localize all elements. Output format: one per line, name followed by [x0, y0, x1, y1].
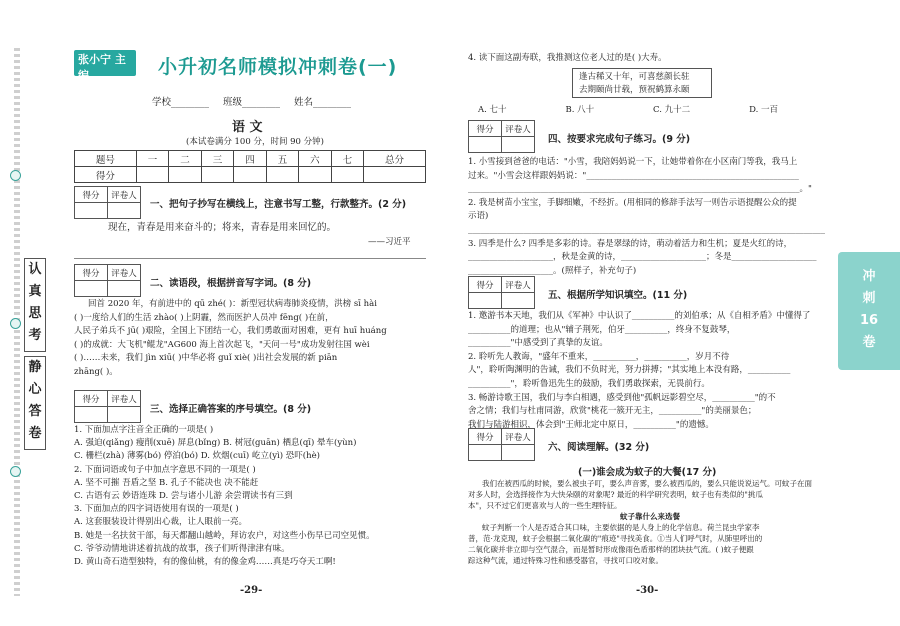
score-cell[interactable] — [201, 167, 233, 183]
grader-score-label: 得分 — [469, 429, 502, 445]
score-header: 五 — [266, 151, 298, 167]
pinyin-passage — [74, 298, 430, 379]
option-b[interactable]: B. 八十 — [565, 105, 595, 115]
fill-line[interactable]: __________的道理；也从"辅子荆死，伯牙__________，终身不复鼓琴， — [468, 324, 736, 335]
grader-score-cell[interactable] — [75, 203, 108, 219]
grader-reviewer-label: 评卷人 — [108, 265, 141, 281]
grader-reviewer-label: 评卷人 — [502, 429, 535, 445]
score-header: 六 — [299, 151, 331, 167]
passage-line: zhāng( )。 — [74, 366, 118, 377]
score-cell[interactable] — [136, 167, 168, 183]
grader-score-cell[interactable] — [75, 407, 108, 423]
section-tab — [838, 252, 900, 370]
section-4-title: 四、按要求完成句子练习。(9 分) — [548, 134, 691, 145]
grader-score-cell[interactable] — [469, 293, 502, 309]
section-2-title: 二、读语段，根据拼音写字词。(8 分) — [150, 278, 312, 289]
couplet-line: 去期颐尚廿载，预祝鹤算永颐 — [579, 85, 690, 95]
class-field[interactable]: 班级________ — [223, 97, 281, 108]
score-label: 得分 — [75, 167, 137, 183]
binding-hole-3 — [10, 466, 21, 477]
section-1-title: 一、把句子抄写在横线上，注意书写工整，行款整齐。(2 分) — [150, 199, 407, 210]
passage-line: ( )一度给人们的生活 zhào( )上阴霾，然而医护人员冲 fēng( )在前， — [74, 312, 334, 323]
score-header: 题号 — [75, 151, 137, 167]
exercise-line[interactable]: ______________________________________________________________________________。" — [468, 184, 812, 195]
grader-box — [468, 276, 535, 309]
score-cell[interactable] — [234, 167, 266, 183]
copy-line[interactable] — [74, 258, 426, 259]
option-row[interactable]: C. 栅栏(zhà) 薄雾(bó) 停泊(bó) D. 炊烟(cuī) 屹立(yì) 恐吓(hè) — [74, 451, 320, 462]
question-2: 2. 下面词语或句子中加点字意思不同的一项是( ) — [74, 464, 256, 475]
sentence-exercises — [468, 156, 832, 278]
exam-title: 小升初名师模拟冲刺卷(一) — [158, 56, 398, 78]
quote-author: ——习近平 — [368, 237, 411, 247]
choice-questions — [74, 424, 434, 569]
option-row[interactable]: A. 强迫(qiǎng) 瘦削(xuē) 屏息(bǐng) B. 树冠(guān) 栖息(qī) 晕车(yùn) — [74, 438, 357, 449]
question-3: 3. 下面加点的四字词语使用有误的一项是( ) — [74, 504, 239, 515]
question-4: 4. 读下面这副寿联，我推测这位老人过的是( )大寿。 — [468, 53, 667, 63]
passage-line: 对多人时，会选择接作为大快朵颐的对象呢? 最近的科学研究表明，蚊子也有类似的"挑瓜 — [468, 490, 763, 499]
score-table-score-row — [75, 167, 426, 183]
subject-title: 语 文 — [232, 120, 263, 135]
grader-score-label: 得分 — [469, 277, 502, 293]
reading-passage — [468, 478, 832, 566]
exercise-line: 示语) — [468, 211, 489, 222]
option-a[interactable]: A. 七十 — [478, 105, 507, 115]
grader-reviewer-cell[interactable] — [502, 445, 535, 461]
option-row[interactable]: B. 她是一名扶贫干部，每天都翻山越岭，拜访农户，对这些小伤早已司空见惯。 — [74, 530, 375, 541]
passage-line: ( )……未来，我们 jìn xiū( )中华必将 guǐ xiè( )出社会发展的新 piān — [74, 353, 338, 363]
grader-score-cell[interactable] — [75, 281, 108, 297]
passage-line: 回首 2020 年，有前进中的 qū zhé( )：新型冠状病毒肺炎疫情，洪榜 sī hài — [88, 299, 377, 309]
section-3-title: 三、选择正确答案的序号填空。(8 分) — [150, 404, 312, 415]
page-number-right: -30- — [636, 585, 659, 596]
passage-line: 人民子弟兵不 jū( )艰险，全国上下团结一心，我们勇敢面对困难，更有 huī huáng — [74, 326, 387, 336]
grader-score-label: 得分 — [75, 187, 108, 203]
grader-reviewer-cell[interactable] — [502, 137, 535, 153]
exercise-line[interactable]: ____________________。(照样子，补充句子) — [468, 265, 637, 276]
grader-reviewer-cell[interactable] — [108, 203, 141, 219]
grader-score-label: 得分 — [469, 121, 502, 137]
option-row[interactable]: A. 这套服装设计得别出心裁，让人眼前一亮。 — [74, 517, 248, 528]
grader-reviewer-label: 评卷人 — [108, 187, 141, 203]
fill-in-blanks — [468, 310, 832, 432]
couplet-line: 逢古稀又十年，可喜慈颜长驻 — [579, 72, 690, 82]
option-row[interactable]: C. 爷爷动情地讲述着抗战的故事，孩子们听得津津有味。 — [74, 543, 290, 554]
exercise-line: 1. 小雪接到爸爸的电话："小雪，我陪妈妈说一下，让她带着你在小区南门等我，我马上 — [468, 157, 798, 167]
passage-line: 蚊子判断一个人是否适合其口味，主要依据的是人身上的化学信息。荷兰昆虫学家李 — [482, 523, 760, 532]
binding-hole-1 — [10, 170, 21, 181]
score-table-header-row — [75, 151, 426, 167]
tab-char: 刺 — [862, 291, 876, 306]
passage-line: 普，范·龙克现，蚊子会根据二氧化碳的"痕迹"寻找美食。①当人们呼气时，从肺里呼出的 — [468, 534, 763, 543]
exam-info: (本试卷满分 100 分，时间 90 分钟) — [186, 137, 324, 147]
grader-box — [468, 428, 535, 461]
grader-reviewer-cell[interactable] — [108, 281, 141, 297]
score-cell[interactable] — [331, 167, 363, 183]
binding-motto-2: 静 心 答 卷 — [24, 356, 46, 450]
passage-line: 我们在被西瓜的时候，要么被虫子叮，要么声音雾，要么被西瓜的，要么只能说说运气。可蚊子在面 — [482, 479, 812, 488]
publisher-logo: 张小宁 主编 一 — 9FT 2020 — — [74, 50, 136, 76]
section-6-title: 六、阅读理解。(32 分) — [548, 442, 650, 453]
exercise-line[interactable]: ____________________________________________________________________________________ — [468, 224, 825, 235]
option-row[interactable]: D. 黄山奇石造型独特，有的像仙桃，有的像金鸡……真是巧夺天工啊! — [74, 557, 336, 568]
section-5-title: 五、根据所学知识填空。(11 分) — [548, 290, 688, 301]
passage-line: 踪这种气流，通过特殊习性和感受器官，寻找可口咬对象。 — [468, 556, 663, 565]
option-d[interactable]: D. 一百 — [749, 105, 778, 115]
tab-char: 16 — [859, 313, 879, 328]
grader-reviewer-label: 评卷人 — [502, 121, 535, 137]
name-field[interactable]: 姓名________ — [294, 97, 352, 108]
fill-line[interactable]: 2. 聆听先人教诲，"盛年不重来，__________，__________，岁月不待 — [468, 351, 730, 362]
grader-reviewer-cell[interactable] — [502, 293, 535, 309]
grader-reviewer-label: 评卷人 — [108, 391, 141, 407]
school-field[interactable]: 学校________ — [152, 97, 210, 108]
exercise-line: 2. 我是树苗小宝宝，手脚细嫩，不经折。(用相同的修辞手法写一则告示语提醒公众的提 — [468, 197, 797, 208]
score-header: 三 — [201, 151, 233, 167]
fill-line[interactable]: 人"，聆听陶渊明的告诫，我们不负时光，努力拼搏；"其实地上本没有路，__________ — [468, 365, 791, 376]
question-1: 1. 下面加点字注音全正确的一项是( ) — [74, 425, 214, 435]
passage-line: ( )的成就：大飞机"鲲龙"AG600 海上首次起飞，"天问一号"成功发射往国 wèi — [74, 339, 370, 350]
grader-reviewer-cell[interactable] — [108, 407, 141, 423]
score-header: 七 — [331, 151, 363, 167]
score-cell[interactable] — [169, 167, 201, 183]
score-header: 二 — [169, 151, 201, 167]
grader-box — [74, 264, 141, 297]
grader-score-cell[interactable] — [469, 445, 502, 461]
score-cell[interactable] — [266, 167, 298, 183]
grader-score-label: 得分 — [75, 265, 108, 281]
fill-line[interactable]: 3. 畅游诗歌王国，我们与李白相遇，感受到他"孤帆远影碧空尽，__________"的不 — [468, 392, 776, 403]
score-cell[interactable] — [299, 167, 331, 183]
passage-line: 本"，只不过它们更喜欢与人的一些生理特征。 — [468, 501, 622, 510]
binding-hole-2 — [10, 318, 21, 329]
fill-line[interactable]: 舍之情；我们与杜甫同游，欣赏"桃花一簇开无主，__________"的美丽景色； — [468, 406, 757, 417]
option-c[interactable]: C. 九十二 — [653, 105, 691, 115]
fill-line[interactable]: __________"中感受到了真挚的友谊。 — [468, 338, 608, 349]
fill-line[interactable]: 1. 邀游书本天地，我们从《军神》中认识了__________的刘伯承；从《自相矛盾》中懂得了 — [468, 311, 811, 321]
fill-line[interactable]: __________"，聆听鲁迅先生的鼓励，我们勇敢探索，无畏前行。 — [468, 378, 710, 389]
grader-score-label: 得分 — [75, 391, 108, 407]
reading-title: (一)谁会成为蚊子的大餐(17 分) — [578, 467, 717, 478]
page-number-left: -29- — [240, 585, 263, 596]
couplet-box — [572, 68, 712, 98]
q4-options — [478, 104, 778, 116]
grader-score-cell[interactable] — [469, 137, 502, 153]
score-table — [74, 150, 426, 183]
tab-char: 卷 — [862, 335, 876, 350]
option-row[interactable]: C. 古语有云 妙语连珠 D. 尝与诸小儿游 余尝谓读书有三到 — [74, 491, 293, 502]
passage-line: 二氧化碳并非立即与空气混合，而是暂时形成像雨色盾那样的团块扶气流。( )蚊子便跟 — [468, 545, 754, 554]
score-header: 总分 — [364, 151, 426, 167]
grader-box — [468, 120, 535, 153]
tab-char: 冲 — [862, 269, 876, 284]
grader-reviewer-label: 评卷人 — [502, 277, 535, 293]
score-header: 一 — [136, 151, 168, 167]
exercise-line[interactable]: ____________________，秋是金黄的诗，____________________；冬是____________________ — [468, 252, 817, 263]
copy-sentence: 现在，青春是用来奋斗的；将来，青春是用来回忆的。 — [108, 222, 337, 233]
exercise-line: 3. 四季是什么? 四季是多彩的诗。春是翠绿的诗，萌动着活力和生机；夏是火红的诗， — [468, 238, 793, 249]
grader-box — [74, 186, 141, 219]
score-header: 四 — [234, 151, 266, 167]
exercise-line[interactable]: 过来。"小雪会这样跟妈妈说："__________________________________________________ — [468, 170, 799, 181]
option-row[interactable]: A. 坚不可摧 吾盾之坚 B. 孔子不能决也 决不能赶 — [74, 477, 259, 488]
fill-line[interactable]: 我们与陆游相识，体会到"王师北定中原日，__________"的遗憾。 — [468, 419, 714, 430]
reading-subtitle: 蚊子靠什么来选餐 — [620, 512, 680, 521]
student-info — [152, 96, 412, 109]
binding-motto-1: 认 真 思 考 — [24, 258, 46, 352]
grader-box — [74, 390, 141, 423]
score-cell[interactable] — [364, 167, 426, 183]
